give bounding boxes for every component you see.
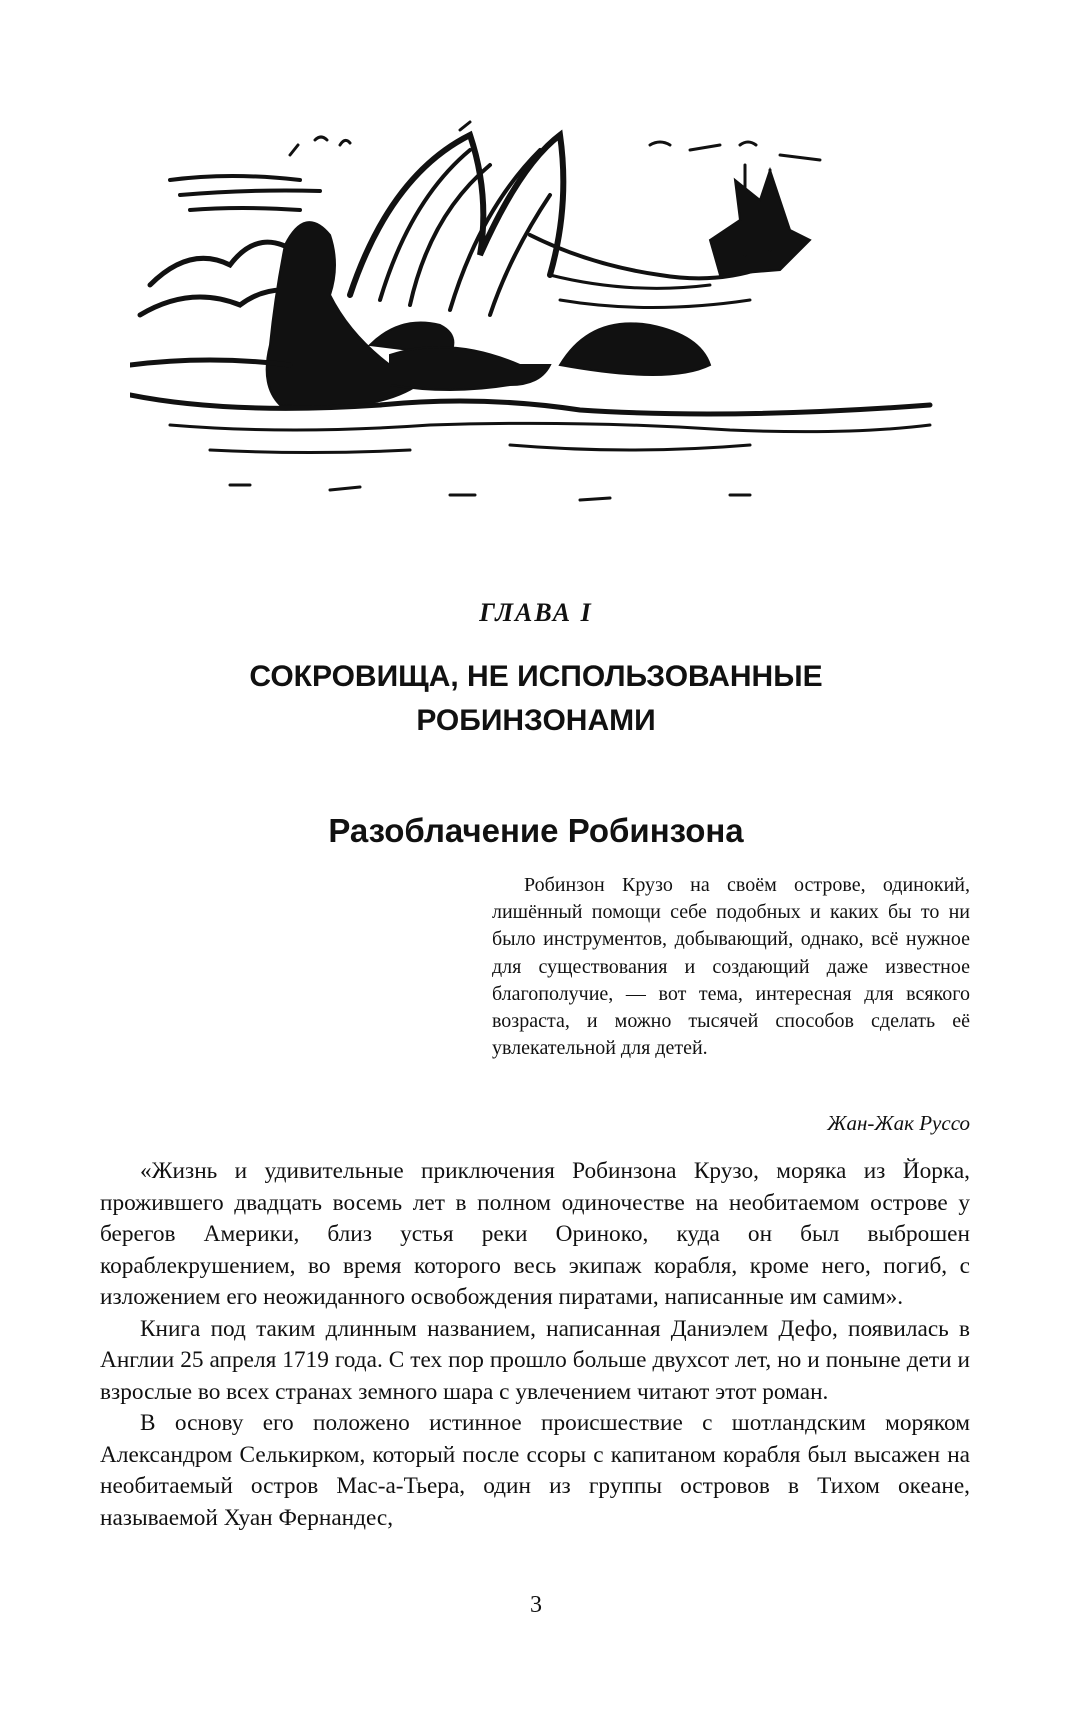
epigraph-text: Робинзон Крузо на своём острове, одинокий, лишённый помощи себе подобных и каких бы то ни было инструментов, добывающий, однако, всё нужное для существования и создающий даже известное благополучие, — вот тема, интересная для всякого возраста, и можно тысячей способов сделать её увлекательной для детей. bbox=[492, 874, 970, 1060]
chapter-title bbox=[0, 655, 1072, 743]
body-paragraph: В основу его положено истинное происшествие с шотландским моряком Александром Селькирком, который после ссоры с капитаном корабля был высажен на необитаемый остров Мас-а-Тьера, один из группы островов в Тихом океане, называемой Хуан Фернандес, bbox=[100, 1410, 970, 1531]
epigraph-author: Жан-Жак Руссо bbox=[827, 1111, 970, 1135]
body-text bbox=[100, 1156, 970, 1534]
chapter-title-line-1: СОКРОВИЩА, НЕ ИСПОЛЬЗОВАННЫЕ bbox=[249, 660, 823, 693]
section-title: Разоблачение Робинзона bbox=[328, 812, 744, 849]
body-paragraph: Книга под таким длинным названием, написанная Даниэлем Дефо, появилась в Англии 25 апреля 1719 года. С тех пор прошло больше двухсот лет, но и поныне дети и взрослые во всех странах земного шара с увлечением читают этот роман. bbox=[100, 1315, 970, 1405]
chapter-label: ГЛАВА I bbox=[479, 598, 593, 627]
chapter-title-line-2: РОБИНЗОНАМИ bbox=[416, 704, 656, 737]
page-number: 3 bbox=[530, 1592, 542, 1618]
body-paragraph: «Жизнь и удивительные приключения Робинзона Крузо, моряка из Йорка, прожившего двадцать восемь лет в полном одиночестве на необитаемом острове у берегов Америки, близ устья реки Ориноко, куда он был выброшен кораблекрушением, во время которого весь экипаж корабля, кроме него, погиб, с изложением его неожиданного освобождения пиратами, написанные им самим». bbox=[100, 1158, 970, 1310]
castaway-shore-illustration bbox=[130, 115, 940, 520]
